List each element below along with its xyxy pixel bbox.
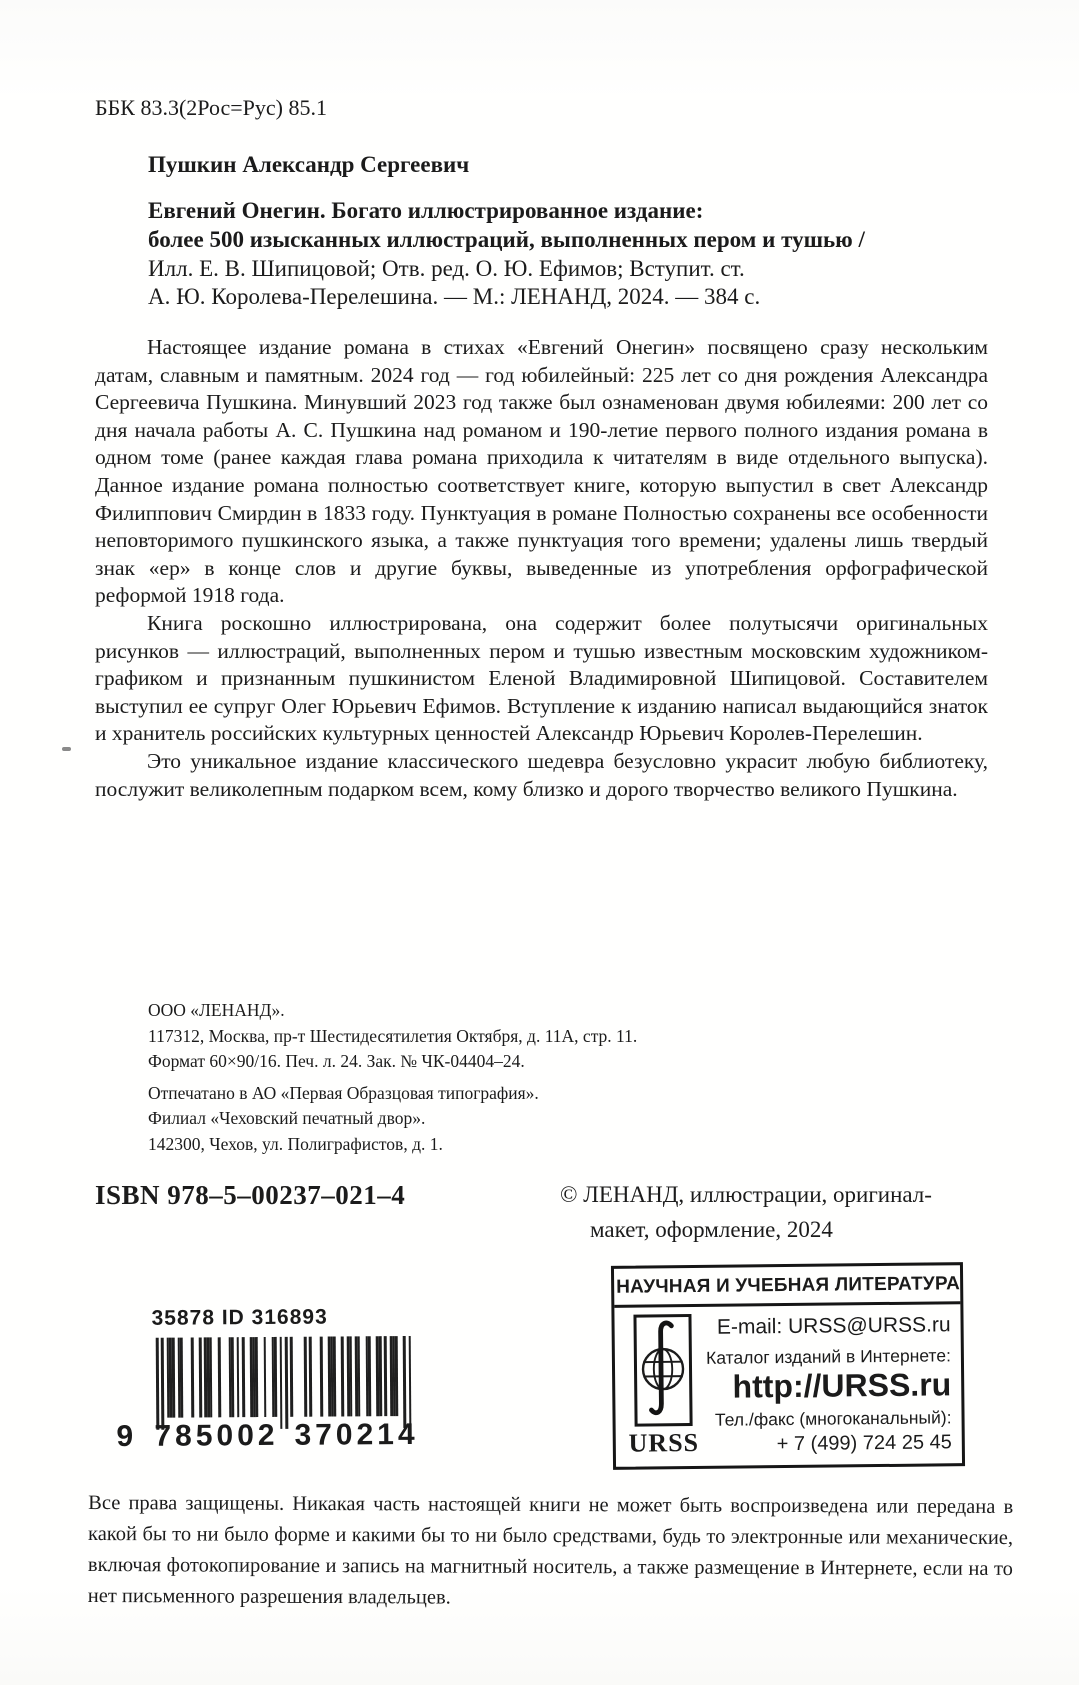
annotation-block [95, 334, 988, 803]
barcode-digit-group: 9 [116, 1419, 134, 1454]
rights-paragraph: Все права защищены. Никакая часть настоящей книги не может быть воспроизведена или передана в какой бы то ни было форме и какими бы то ни было средствами, будь то электронные или механические, включая фотокопирование и запись на магнитный носитель, а также размещение в Интернете, если на то нет письменного разрешения владельцев. [87, 1491, 1014, 1609]
stamp-email: E-mail: URSS@URSS.ru [716, 1313, 951, 1339]
urss-logo-frame [633, 1314, 692, 1427]
printer-address-line: 142300, Чехов, ул. Полиграфистов, д. 1. [148, 1133, 443, 1154]
format-line: Формат 60×90/16. Печ. л. 24. Зак. № ЧК-04404–24. [148, 1051, 525, 1071]
urss-wordmark: URSS [628, 1427, 700, 1458]
title-line: А. Ю. Королева-Перелешина. — М.: ЛЕНАНД, 2024. — 384 с. [148, 284, 761, 310]
copyright-line-2: макет, оформление, 2024 [590, 1217, 833, 1242]
copyright-line-1: © ЛЕНАНД, иллюстрации, оригинал- [560, 1182, 932, 1207]
rights-notice [88, 1488, 1014, 1616]
barcode-digits [116, 1418, 418, 1454]
barcode-block [111, 1305, 418, 1454]
stamp-contacts-column [698, 1311, 951, 1458]
annotation-paragraph-1: Настоящее издание романа в стихах «Евгений Онегин» посвящено сразу нескольким датам, славным и памятным. 2024 год — год юбилейный: 225 лет со дня рождения Александра Сергеевича Пушкина. Минувший 2023 год также был ознаменован двумя юбилеями: 200 лет со дня начала работы А. С. Пушкина над романом и 190-летие первого полного издания романа в одном томе (ранее каждая глава романа приходила к читателям в виде отдельного выпуска). Данное издание романа полностью соответствует книге, которую выпустил в свет Александр Филиппович Смирдин в 1833 году. Пунктуация в романе Полностью сохранены все особенности неповторимого пушкинского языка, а также пунктуация того времени; удалены лишь твердый знак «ер» в конце слов и другие буквы, выведенные из употребления орфографической реформой 1918 года. [95, 335, 988, 608]
title-line: Илл. Е. В. Шипицовой; Отв. ред. О. Ю. Ефимов; Вступит. ст. [148, 255, 745, 281]
stamp-phone-label: Тел./факс (многоканальный): [714, 1407, 952, 1430]
title-line: более 500 изысканных иллюстраций, выполненных пером и тушью / [148, 226, 865, 252]
barcode-digit-group: 785002 [154, 1418, 279, 1453]
imprint-block [148, 998, 637, 1157]
barcode-order-id: 35878 ID 316893 [151, 1305, 328, 1330]
stamp-url: http://URSS.ru [732, 1366, 952, 1405]
stamp-body [614, 1304, 962, 1467]
printer-line: Отпечатано в АО «Первая Образцовая типография». [148, 1082, 539, 1103]
author-name: Пушкин Александр Сергеевич [148, 152, 470, 177]
bibliographic-title-block [148, 197, 993, 312]
urss-integral-globe-icon [638, 1317, 687, 1424]
stamp-header: НАУЧНАЯ И УЧЕБНАЯ ЛИТЕРАТУРА [614, 1265, 960, 1308]
annotation-paragraph-3: Это уникальное издание классического шедевра безусловно украсит любую библиотеку, послужит великолепным подарком всем, кому близко и дорого творчество великого Пушкина. [95, 748, 988, 801]
title-line: Евгений Онегин. Богато иллюстрированное издание: [148, 198, 704, 223]
barcode-bars [156, 1336, 419, 1430]
publisher-line: ООО «ЛЕНАНД». [148, 1000, 285, 1020]
publisher-address-line: 117312, Москва, пр-т Шестидесятилетия Октября, д. 11А, стр. 11. [148, 1025, 638, 1046]
stamp-catalog-label: Каталог изданий в Интернете: [705, 1345, 952, 1368]
bbk-classification: ББК 83.3(2Рос=Рус) 85.1 [95, 95, 327, 120]
stamp-phone-number: + 7 (499) 724 25 45 [776, 1431, 952, 1456]
printer-branch-line: Филиал «Чеховский печатный двор». [148, 1108, 426, 1128]
barcode-digit-group: 370214 [294, 1417, 419, 1452]
annotation-paragraph-2: Книга роскошно иллюстрирована, она содержит более полутысячи оригинальных рисунков — иллюстраций, выполненных пером и тушью известным московским художником-графиком и признанным пушкинистом Еленой Владимировной Шипицовой. Составителем выступил ее супруг Олег Юрьевич Ефимов. Вступление к изданию написал выдающийся знаток и хранитель российских культурных ценностей Александр Юрьевич Королев-Перелешин. [95, 610, 988, 746]
scan-artifact-mark [62, 747, 71, 751]
publisher-stamp-box [611, 1262, 965, 1470]
stamp-logo-column [626, 1314, 700, 1459]
isbn-number: ISBN 978–5–00237–021–4 [95, 1180, 406, 1210]
copyright-notice [560, 1177, 932, 1247]
